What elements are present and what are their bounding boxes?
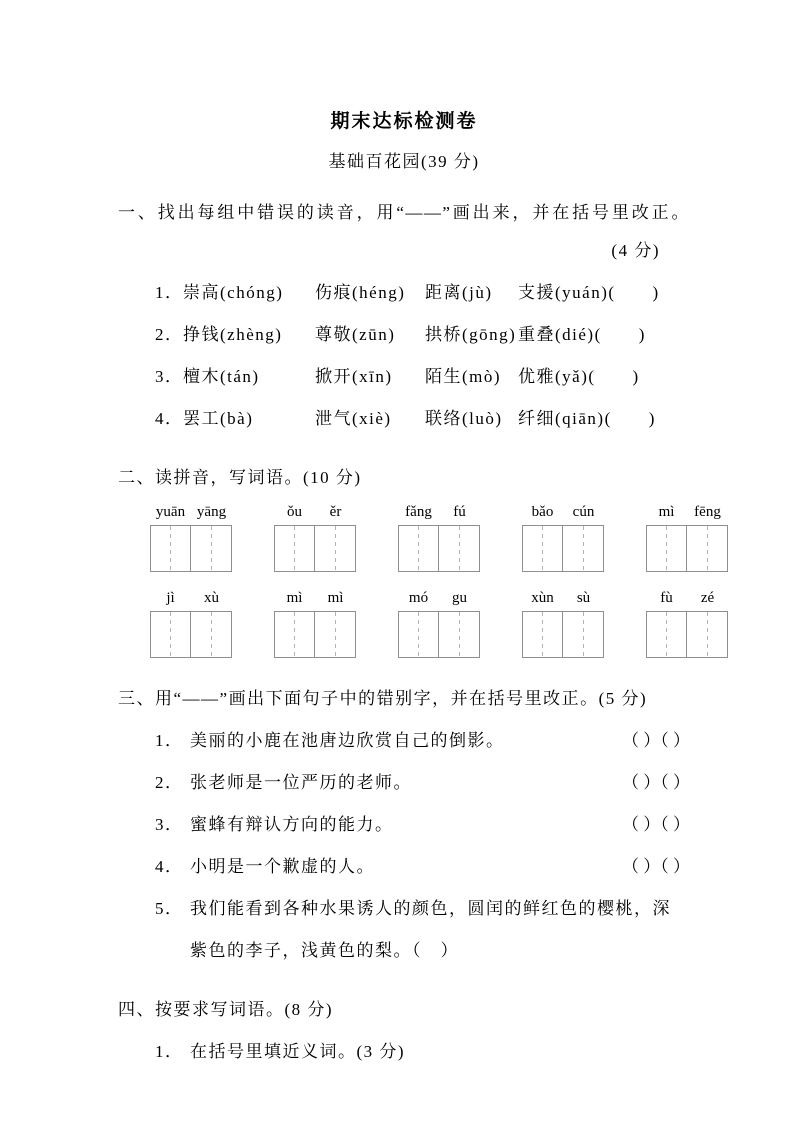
section-one-item-2: [155, 311, 690, 353]
sentence-text: 小明是一个歉虚的人。: [190, 856, 375, 876]
pinyin-label: ǒu: [287, 504, 302, 520]
pinyin-column: [563, 586, 604, 658]
pinyin-label: zé: [700, 590, 715, 606]
section-three-item-5-line-1: [155, 885, 690, 927]
section-three-item-2: [155, 759, 690, 801]
item-number: 4．: [155, 408, 184, 428]
pinyin-column: [563, 500, 604, 572]
section-one-item-4: [155, 395, 690, 437]
correction-blanks: （ ）（ ）: [622, 772, 690, 792]
section-four-heading: 四、按要求写词语。(8 分): [118, 1000, 334, 1019]
pinyin-writing-box: [191, 525, 232, 572]
pinyin-label: fǎng: [405, 504, 432, 520]
pinyin-writing-box: [274, 525, 315, 572]
section-one-item-1: [155, 269, 690, 311]
section-three-items: [155, 717, 690, 969]
pinyin-label: jì: [166, 590, 175, 606]
pinyin-label: yāng: [196, 504, 227, 520]
pinyin-label: mì: [286, 590, 303, 606]
word-with-pinyin: 尊敬(zūn): [315, 324, 396, 344]
pinyin-column: [439, 500, 480, 572]
word-with-pinyin: 重叠(dié): [518, 324, 595, 344]
pinyin-column: [315, 500, 356, 572]
pinyin-column: [522, 586, 563, 658]
pinyin-group: [398, 586, 480, 658]
pinyin-group: [522, 500, 604, 572]
pinyin-column: [274, 586, 315, 658]
sentence-text: 我们能看到各种水果诱人的颜色，圆闰的鲜红色的樱桃，深: [190, 898, 671, 918]
sentence-text: 蜜蜂有辩认方向的能力。: [190, 814, 394, 834]
pinyin-writing-box: [315, 611, 356, 658]
correction-blanks: （ ）（ ）: [622, 730, 690, 750]
item-number: 2．: [155, 772, 184, 792]
pinyin-writing-box: [687, 611, 728, 658]
pinyin-label: gu: [452, 590, 467, 606]
item-number: 3．: [155, 814, 184, 834]
pinyin-group: [522, 586, 604, 658]
pinyin-writing-box: [398, 525, 439, 572]
pinyin-column: [191, 586, 232, 658]
pinyin-label: fú: [453, 504, 466, 520]
pinyin-writing-box: [439, 611, 480, 658]
correction-blanks: （ ）（ ）: [622, 856, 690, 876]
pinyin-column: [522, 500, 563, 572]
word-with-pinyin: 挣钱(zhèng): [183, 324, 283, 344]
pinyin-writing-box: [687, 525, 728, 572]
pinyin-row-1: [150, 500, 721, 572]
section-three-item-4: [155, 843, 690, 885]
section-four-items: [155, 1028, 690, 1070]
pinyin-column: [191, 500, 232, 572]
word-with-pinyin: 距离(jù): [425, 282, 493, 302]
sub-question-text: 在括号里填近义词。(3 分): [190, 1041, 406, 1061]
word-with-pinyin: 拱桥(gōng): [425, 324, 517, 344]
pinyin-group: [398, 500, 480, 572]
word-with-answer-blank: [518, 320, 690, 345]
section-three-item-5-line-2: [190, 927, 690, 969]
page-title: 期末达标检测卷: [330, 111, 478, 132]
word-with-pinyin: 纤细(qiān): [518, 408, 605, 428]
pinyin-writing-box: [439, 525, 480, 572]
pinyin-label: fēng: [694, 504, 721, 520]
pinyin-writing-box: [191, 611, 232, 658]
section-one-items: [155, 269, 690, 437]
word-with-pinyin: 檀木(tán): [183, 366, 260, 386]
pinyin-label: bǎo: [531, 504, 554, 520]
item-number: 3．: [155, 366, 184, 386]
pinyin-writing-box: [646, 611, 687, 658]
answer-blank: ( ): [608, 282, 660, 302]
pinyin-group: [274, 500, 356, 572]
pinyin-label: mì: [327, 590, 344, 606]
sentence-text: 美丽的小鹿在池唐边欣赏自己的倒影。: [190, 730, 505, 750]
pinyin-label: xùn: [531, 590, 554, 606]
pinyin-writing-box: [150, 611, 191, 658]
word-with-pinyin: 罢工(bà): [183, 408, 254, 428]
word-with-pinyin: 掀开(xīn): [315, 366, 393, 386]
pinyin-column: [274, 500, 315, 572]
pinyin-group: [274, 586, 356, 658]
word-with-answer-blank: [518, 362, 690, 387]
word-with-answer-blank: [518, 278, 690, 303]
pinyin-writing-box: [398, 611, 439, 658]
pinyin-label: ěr: [329, 504, 342, 520]
answer-blank: ( ): [604, 408, 656, 428]
item-number: 1．: [155, 1041, 184, 1061]
pinyin-group: [646, 586, 728, 658]
pinyin-column: [398, 586, 439, 658]
pinyin-column: [439, 586, 480, 658]
section-one-score: (4 分): [611, 241, 660, 260]
section-three-item-3: [155, 801, 690, 843]
pinyin-column: [150, 500, 191, 572]
pinyin-label: xù: [204, 590, 219, 606]
pinyin-column: [687, 586, 728, 658]
pinyin-writing-box: [646, 525, 687, 572]
section-four-item-1: [155, 1028, 690, 1070]
pinyin-writing-box: [563, 611, 604, 658]
section-one-item-3: [155, 353, 690, 395]
section-two-heading: 二、读拼音，写词语。(10 分): [118, 468, 362, 487]
word-with-pinyin: 崇高(chóng): [183, 282, 284, 302]
word-with-pinyin: 支援(yuán): [518, 282, 609, 302]
pinyin-column: [646, 500, 687, 572]
pinyin-row-2: [150, 586, 715, 658]
pinyin-column: [150, 586, 191, 658]
pinyin-writing-box: [522, 525, 563, 572]
pinyin-writing-box: [315, 525, 356, 572]
pinyin-group: [646, 500, 728, 572]
answer-blank: ( ): [594, 324, 646, 344]
pinyin-label: sù: [576, 590, 591, 606]
pinyin-writing-box: [150, 525, 191, 572]
pinyin-label: fù: [660, 590, 673, 606]
word-with-pinyin: 伤痕(héng): [315, 282, 406, 302]
section-three-item-1: [155, 717, 690, 759]
page-subtitle: 基础百花园(39 分): [328, 152, 480, 171]
section-one-heading: 一、找出每组中错误的读音，用“——”画出来，并在括号里改正。: [118, 203, 690, 222]
pinyin-label: cún: [572, 504, 595, 520]
item-number: 5．: [155, 898, 184, 918]
word-with-pinyin: 优雅(yǎ): [518, 366, 589, 386]
pinyin-column: [646, 586, 687, 658]
item-number: 1．: [155, 730, 184, 750]
sentence-text: 紫色的李子，浅黄色的梨。（ ）: [190, 940, 459, 960]
correction-blanks: （ ）（ ）: [622, 814, 690, 834]
pinyin-label: yuān: [155, 504, 186, 520]
pinyin-writing-box: [563, 525, 604, 572]
pinyin-column: [315, 586, 356, 658]
pinyin-label: mì: [658, 504, 675, 520]
pinyin-column: [687, 500, 728, 572]
item-number: 4．: [155, 856, 184, 876]
pinyin-group: [150, 586, 232, 658]
item-number: 1．: [155, 282, 184, 302]
item-number: 2．: [155, 324, 184, 344]
sentence-text: 张老师是一位严历的老师。: [190, 772, 412, 792]
pinyin-group: [150, 500, 232, 572]
pinyin-column: [398, 500, 439, 572]
word-with-pinyin: 联络(luò): [425, 408, 503, 428]
word-with-pinyin: 泄气(xiè): [315, 408, 392, 428]
word-with-pinyin: 陌生(mò): [425, 366, 502, 386]
word-with-answer-blank: [518, 404, 690, 429]
section-three-heading: 三、用“——”画出下面句子中的错别字，并在括号里改正。(5 分): [118, 689, 648, 708]
answer-blank: ( ): [588, 366, 640, 386]
pinyin-writing-box: [522, 611, 563, 658]
pinyin-writing-box: [274, 611, 315, 658]
pinyin-label: mó: [408, 590, 429, 606]
